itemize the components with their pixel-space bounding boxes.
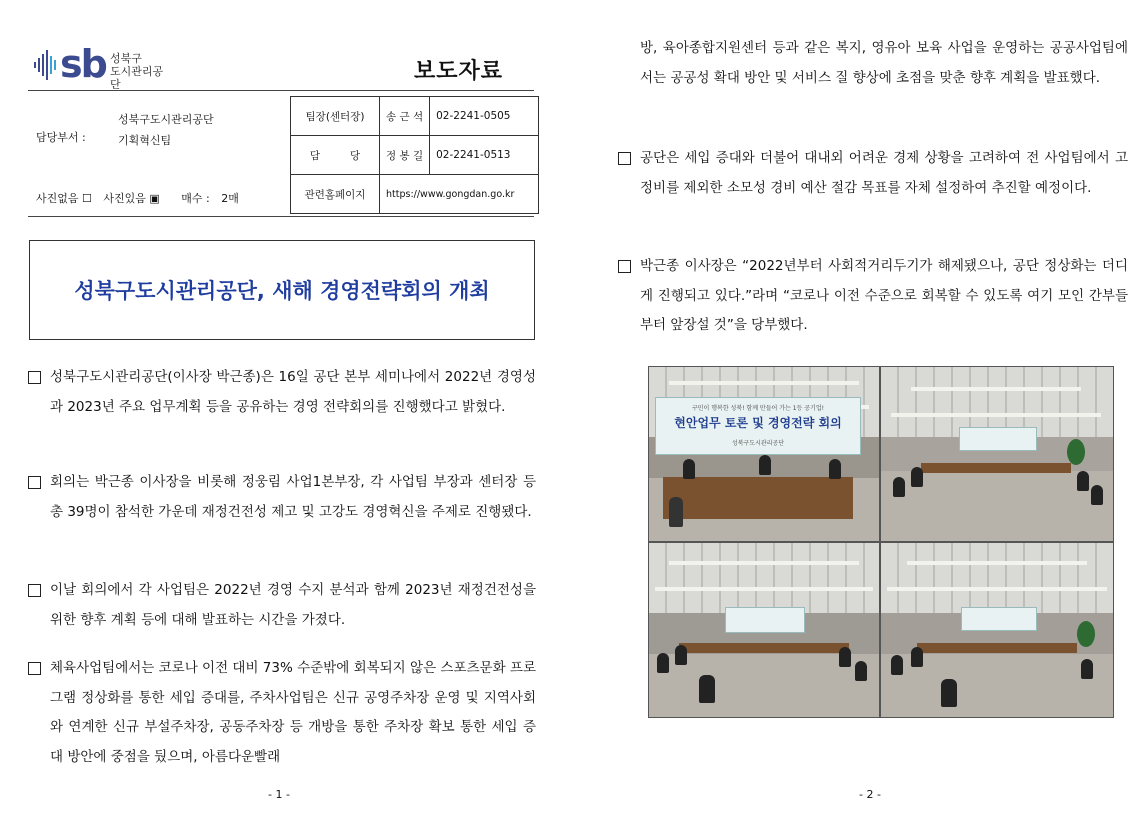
org-logo [32, 42, 172, 91]
plant [1077, 621, 1095, 647]
contact-role: 담 당 [291, 136, 380, 175]
photo-count-label: 매수 : [181, 192, 210, 205]
ceiling-light [669, 381, 859, 385]
person [941, 679, 957, 707]
paragraph [28, 576, 536, 635]
dept-team: 기획혁신팀 [118, 134, 172, 147]
person [699, 675, 715, 703]
paragraph-text: 공단은 세입 증대와 더불어 대내외 어려운 경제 상황을 고려하여 전 사업팀에서 고정비를 제외한 소모성 경비 예산 절감 목표를 자체 설정하여 추진할 예정이다. [640, 150, 1128, 196]
paragraph-text: 체육사업팀에서는 코로나 이전 대비 73% 수준밖에 회복되지 않은 스포츠문화 프로그램 정상화를 통한 세입 증대를, 주차사업팀은 신규 공영주차장 운영 및 지역사회와 연계한 신규 부설주차장, 공동주차장 등 개방을 통한 주차장 확보 통한 세입 증대 방안에 중점을 뒀으며, 아름다운빨래 [50, 660, 536, 765]
person [891, 655, 903, 675]
contact-name: 송 근 석 [380, 97, 430, 136]
person [893, 477, 905, 497]
contact-role: 관련홈페이지 [291, 175, 380, 214]
checkbox-bullet-icon [28, 476, 41, 489]
meeting-photo [880, 366, 1114, 542]
paragraph [28, 363, 536, 422]
ceiling-light [669, 561, 859, 565]
press-release-title: 보도자료 [414, 59, 504, 84]
banner [655, 397, 861, 455]
headline-box [29, 240, 535, 340]
person [1091, 485, 1103, 505]
contact-row [291, 175, 539, 214]
plant [1067, 439, 1085, 465]
meeting-photo [648, 542, 880, 718]
paragraph-text: 회의는 박근종 이사장을 비롯해 정웅림 사업1본부장, 각 사업팀 부장과 센터장 등 총 39명이 참석한 가운데 재정건전성 제고 및 고강도 경영혁신을 주제로 진행됐다. [50, 474, 536, 520]
checkbox-bullet-icon [618, 152, 631, 165]
contact-row [291, 136, 539, 175]
ceiling-light [911, 387, 1081, 391]
photo-info [36, 190, 247, 206]
meeting-photo [648, 366, 880, 542]
banner-title: 현안업무 토론 및 경영전략 회의 [674, 416, 842, 430]
person [911, 467, 923, 487]
dept-org: 성북구도시관리공단 [118, 113, 214, 126]
ceiling-light [655, 587, 873, 591]
contact-phone: 02-2241-0505 [430, 97, 539, 136]
ceiling-light [907, 561, 1087, 565]
person [855, 661, 867, 681]
paragraph [618, 144, 1128, 203]
head-table [663, 477, 853, 519]
checkbox-bullet-icon [618, 260, 631, 273]
paragraph-text: 방, 육아종합지원센터 등과 같은 복지, 영유아 보육 사업을 운영하는 공공사업팀에서는 공공성 확대 방안 및 서비스 질 향상에 초점을 맞춘 향후 계획을 발표했다. [640, 40, 1128, 86]
ceiling [649, 543, 879, 613]
contact-name: 정 봉 길 [380, 136, 430, 175]
contact-table [290, 96, 539, 214]
person [675, 645, 687, 665]
conference-table [679, 643, 849, 653]
headline: 성북구도시관리공단, 새해 경영전략회의 개최 [74, 279, 490, 303]
page-number: - 1 - [268, 788, 290, 801]
ceiling-light [887, 587, 1107, 591]
checkbox-bullet-icon [28, 584, 41, 597]
contact-row [291, 97, 539, 136]
paragraph [28, 468, 536, 527]
conference-table [921, 463, 1071, 473]
person [839, 647, 851, 667]
page-number: - 2 - [859, 788, 881, 801]
banner [725, 607, 805, 633]
paragraph-text: 박근종 이사장은 “2022년부터 사회적거리두기가 해제됐으나, 공단 정상화는 더디게 진행되고 있다.”라며 “코로나 이전 수준으로 회복할 수 있도록 여기 모인 간부들부터 앞장설 것”을 당부했다. [640, 258, 1128, 333]
dept-label: 담당부서 : [36, 131, 86, 144]
photo-count: 2매 [221, 192, 239, 205]
paragraph-text: 이날 회의에서 각 사업팀은 2022년 경영 수지 분석과 함께 2023년 재정건전성을 위한 향후 계획 등에 대해 발표하는 시간을 가졌다. [50, 582, 536, 628]
person [657, 653, 669, 673]
photo-exists: 사진있음 ▣ [103, 192, 160, 205]
banner [959, 427, 1037, 451]
info-divider [28, 216, 534, 217]
header-divider [28, 90, 534, 91]
person [759, 455, 771, 475]
person [683, 459, 695, 479]
conference-table [917, 643, 1077, 653]
banner [961, 607, 1037, 631]
person [911, 647, 923, 667]
banner-org: 성북구도시관리공단 [731, 440, 785, 447]
contact-phone: 02-2241-0513 [430, 136, 539, 175]
banner-slogan: 구민이 행복한 성북! 함께 만들어 가는 1등 공기업! [691, 405, 825, 412]
logo-mark-icon [32, 48, 58, 82]
logo-text: sb [60, 42, 106, 86]
paragraph [618, 252, 1128, 341]
paragraph-text: 성북구도시관리공단(이사장 박근종)은 16일 공단 본부 세미나에서 2022년 경영성과 2023년 주요 업무계획 등을 공유하는 경영 전략회의를 진행했다고 밝혔다. [50, 369, 536, 415]
checkbox-bullet-icon [28, 662, 41, 675]
homepage-link[interactable]: https://www.gongdan.go.kr [380, 175, 539, 214]
paragraph-continuation [618, 34, 1128, 93]
person [829, 459, 841, 479]
person [1081, 659, 1093, 679]
checkbox-bullet-icon [28, 371, 41, 384]
photo-none: 사진없음 ☐ [36, 192, 92, 205]
meeting-photo [880, 542, 1114, 718]
logo-org-line2: 도시관리공단 [110, 65, 164, 91]
contact-role: 팀장(센터장) [291, 97, 380, 136]
logo-org-name [110, 52, 172, 91]
speaker [669, 497, 683, 527]
meeting-photo-collage [648, 366, 1112, 716]
ceiling [881, 543, 1113, 613]
logo-org-line1: 성북구 [110, 52, 142, 65]
person [1077, 471, 1089, 491]
ceiling-light [891, 413, 1101, 417]
paragraph [28, 654, 536, 772]
